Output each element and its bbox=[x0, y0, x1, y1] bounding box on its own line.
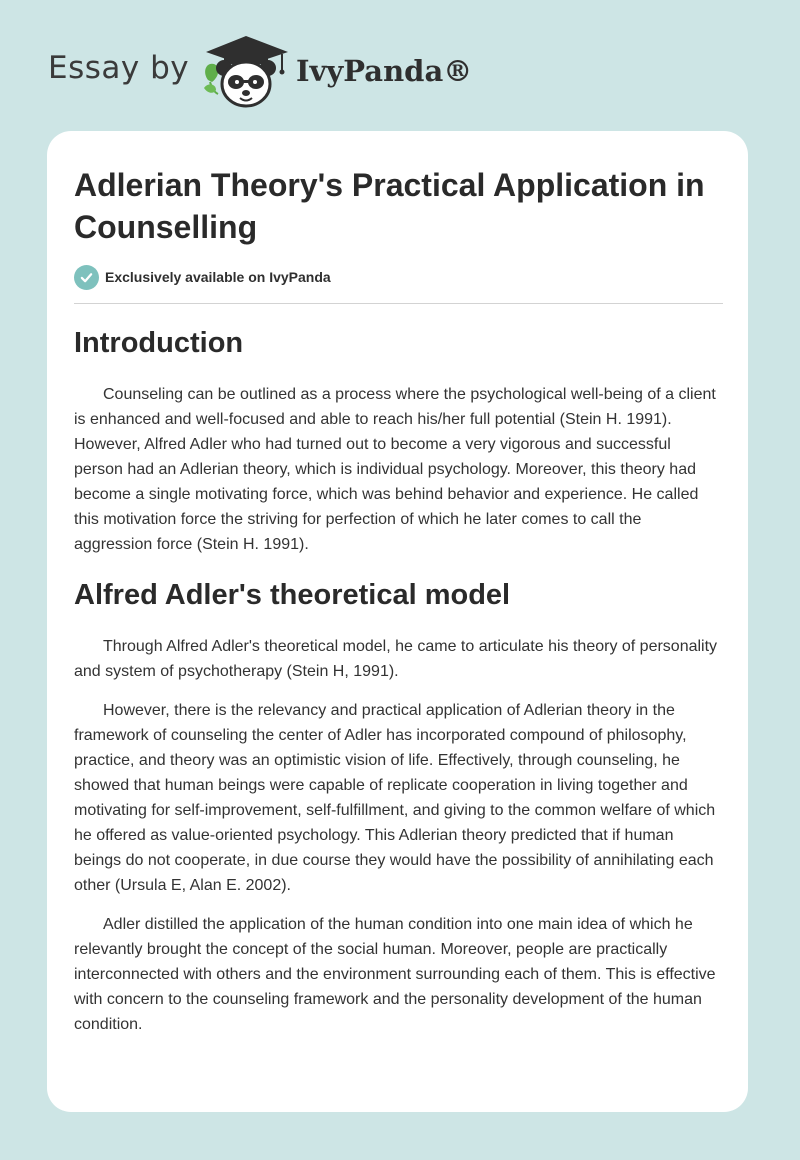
essay-by-label: Essay by bbox=[48, 50, 190, 86]
paragraph: Counseling can be outlined as a process where the psychological well-being of a client is enhanced and well-focused and able to reach his/her full potential (Stein H. 1991). However, Alfred Adler who had turned out to become a very vigorous and successful person had an Adlerian theory, which is individual psychology. Moreover, this theory had become a single motivating force, which was behind behavior and experience. He called this motivation force the striving for perfection of which he later comes to call the aggression force (Stein H. 1991). bbox=[74, 386, 716, 553]
exclusive-badge bbox=[74, 263, 331, 291]
page-title: Adlerian Theory's Practical Application in Counselling bbox=[74, 167, 705, 245]
check-circle-icon bbox=[74, 265, 99, 290]
section-heading-introduction: Introduction bbox=[74, 327, 244, 359]
article-body bbox=[74, 321, 724, 1051]
section-heading-theoretical-model: Alfred Adler's theoretical model bbox=[74, 579, 511, 611]
paragraph: Through Alfred Adler's theoretical model, he came to articulate his theory of personality and system of psychotherapy (Stein H, 1991). bbox=[74, 638, 718, 680]
brand-name[interactable]: IvyPanda® bbox=[296, 54, 473, 88]
essay-card bbox=[47, 131, 748, 1112]
paragraph: Adler distilled the application of the human condition into one main idea of which he relevantly brought the concept of the social human. Moreover, people are practically interconnected with others and the environment surrounding each of them. This is effective with concern to the counseling framework and the personality development of the human condition. bbox=[74, 916, 716, 1033]
site-header bbox=[0, 0, 800, 130]
paragraph: However, there is the relevancy and practical application of Adlerian theory in the framework of counseling the center of Adler has incorporated compound of philosophy, practice, and theory was an optimistic vision of life. Effectively, through counseling, he showed that human beings were capable of replicate cooperation in living together and motivating for self-improvement, self-fulfillment, and giving to the common welfare of which he offered as value-oriented psychology. This Adlerian theory predicted that if human beings do not cooperate, in due course they would have the possibility of annihilating each other (Ursula E, Alan E. 2002). bbox=[74, 702, 716, 894]
badge-label: Exclusively available on IvyPanda bbox=[105, 269, 331, 285]
panda-graduate-icon[interactable] bbox=[200, 32, 292, 112]
divider bbox=[74, 303, 723, 304]
